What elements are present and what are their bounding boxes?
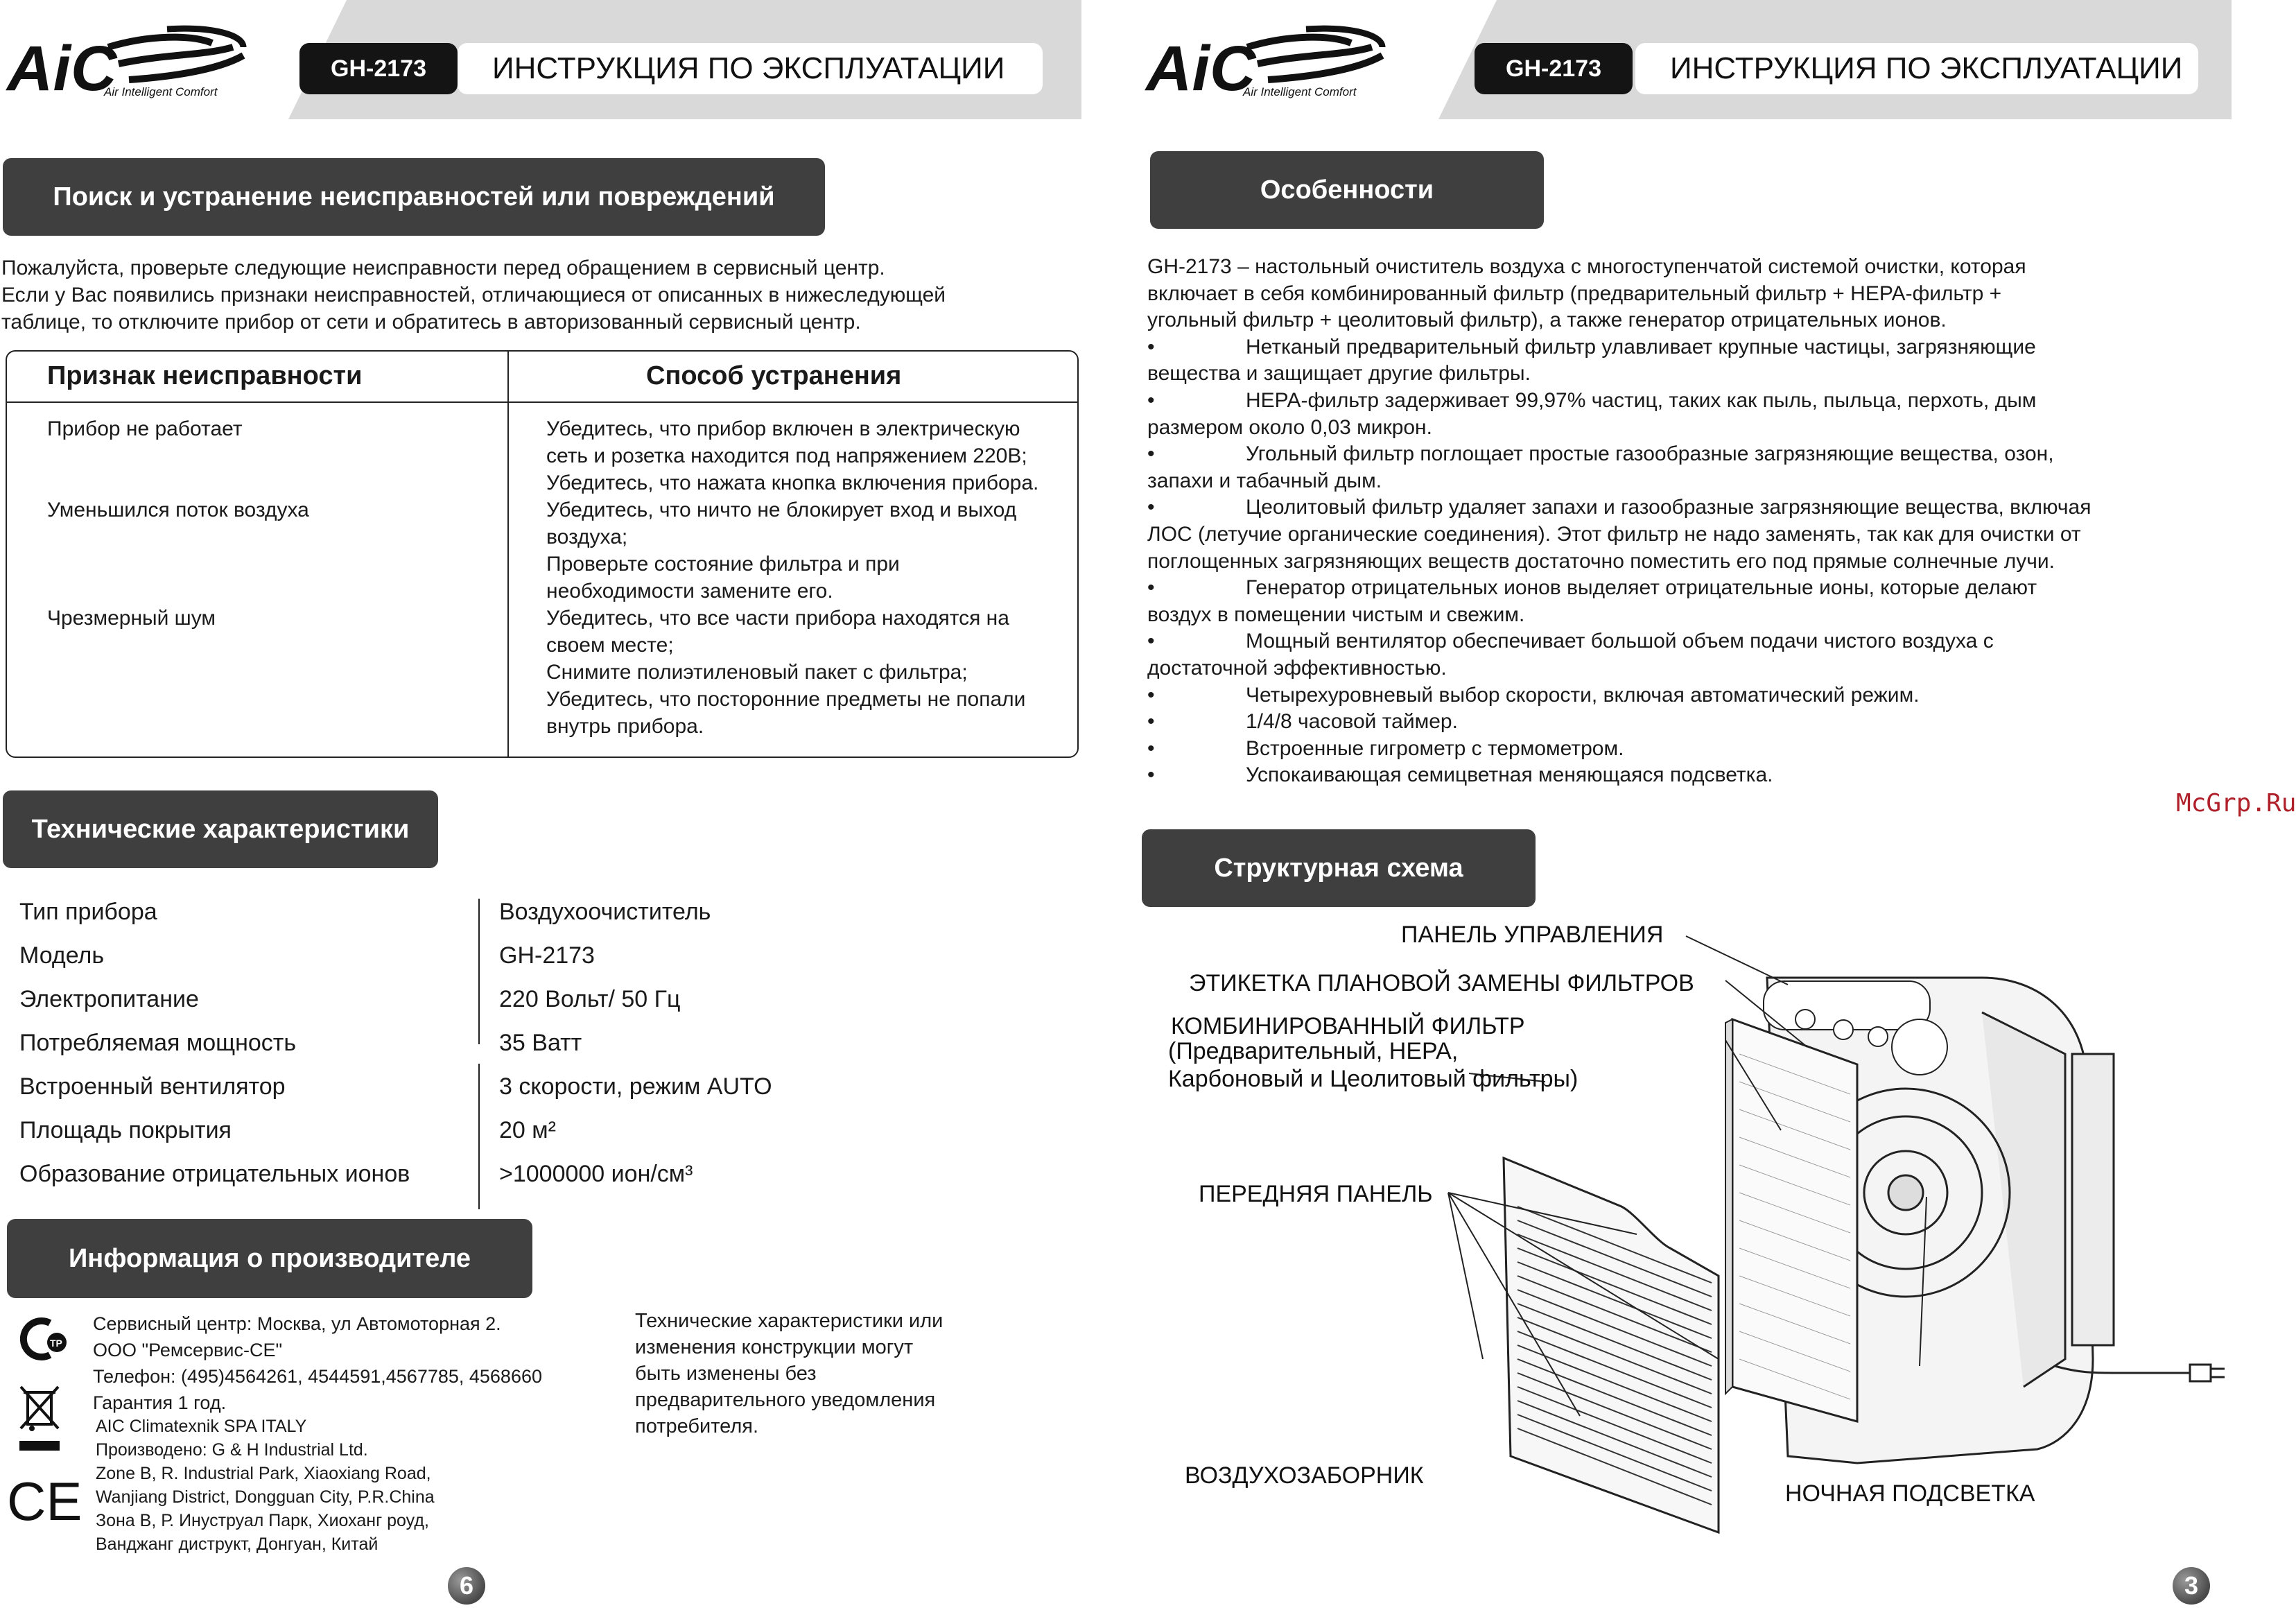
spec-value: 220 Вольт/ 50 Гц bbox=[499, 986, 681, 1012]
manual-title: ИНСТРУКЦИЯ ПО ЭКСПЛУАТАЦИИ bbox=[1635, 43, 2198, 94]
combined-filter bbox=[1725, 1019, 1857, 1421]
bullet-marker: • bbox=[1147, 630, 1155, 653]
feature-line: воздух в помещении чистым и свежим. bbox=[1147, 603, 1525, 626]
remedy-line: внутрь прибора. bbox=[546, 715, 704, 738]
feature-line: включает в себя комбинированный фильтр (предварительный фильтр + HEPA-фильтр + bbox=[1147, 282, 2002, 305]
manufacturer-line: Сервисный центр: Москва, ул Автомоторная 2. bbox=[93, 1313, 501, 1334]
feature-line: Мощный вентилятор обеспечивает большой объем подачи чистого воздуха с bbox=[1246, 630, 1994, 653]
brand-tagline: Air Intelligent Comfort bbox=[104, 85, 218, 98]
ce-mark-text: CE bbox=[7, 1471, 82, 1532]
brand-wordmark: AiC bbox=[1146, 33, 1256, 104]
spec-label: Площадь покрытия bbox=[19, 1117, 232, 1143]
specs-heading: Технические характеристики bbox=[3, 790, 438, 868]
label-night-light: НОЧНАЯ ПОДСВЕТКА bbox=[1785, 1480, 2035, 1507]
feature-line: Успокаивающая семицветная меняющаяся подсветка. bbox=[1246, 763, 1773, 787]
feature-line: 1/4/8 часовой таймер. bbox=[1246, 710, 1458, 734]
manufacturer-line: Зона B, Р. Инуструал Парк, Хиоханг роуд, bbox=[96, 1511, 429, 1530]
label-front-panel: ПЕРЕДНЯЯ ПАНЕЛЬ bbox=[1199, 1181, 1433, 1207]
brand-logo bbox=[1143, 14, 1393, 104]
remedy-line: своем месте; bbox=[546, 634, 674, 657]
spec-value: >1000000 ион/см³ bbox=[499, 1161, 693, 1187]
manufacturer-line: Телефон: (495)4564261, 4544591,4567785, 4568660 bbox=[93, 1366, 542, 1387]
disclaimer-line: быть изменены без bbox=[635, 1363, 817, 1385]
remedy-line: необходимости замените его. bbox=[546, 580, 833, 603]
watermark: McGrp.Ru bbox=[2176, 789, 2296, 818]
ce-mark-icon bbox=[7, 1471, 82, 1532]
model-badge: GH-2173 bbox=[1475, 43, 1633, 94]
label-air-intake: ВОЗДУХОЗАБОРНИК bbox=[1185, 1462, 1424, 1489]
brand-tagline: Air Intelligent Comfort bbox=[1243, 85, 1357, 98]
disclaimer-line: потребителя. bbox=[635, 1415, 759, 1437]
spec-value: Воздухоочиститель bbox=[499, 899, 711, 925]
feature-line: Нетканый предварительный фильтр улавливает крупные частицы, загрязняющие bbox=[1246, 335, 2036, 358]
right-page bbox=[1122, 0, 2296, 1608]
feature-line: размером около 0,03 микрон. bbox=[1147, 415, 1432, 439]
troubleshooting-heading: Поиск и устранение неисправностей или повреждений bbox=[3, 158, 825, 236]
feature-line: угольный фильтр + цеолитовый фильтр), а также генератор отрицательных ионов. bbox=[1147, 309, 1947, 332]
table-column-divider bbox=[507, 352, 509, 757]
col-header-symptom: Признак неисправности bbox=[47, 361, 363, 390]
cert-mark-text: ТР bbox=[50, 1338, 62, 1349]
certification-icon bbox=[18, 1317, 71, 1360]
spec-value: 35 Ватт bbox=[499, 1030, 582, 1056]
manufacturer-line: Гарантия 1 год. bbox=[93, 1392, 227, 1413]
specs-divider-top bbox=[478, 899, 480, 1044]
spec-value: 3 скорости, режим AUTO bbox=[499, 1073, 772, 1100]
left-page bbox=[0, 0, 1122, 1608]
brand-logo bbox=[4, 14, 254, 104]
intro-line-1: Пожалуйста, проверьте следующие неисправности перед обращением в сервисный центр. bbox=[1, 257, 885, 279]
remedy-line: сеть и розетка находится под напряжением 220В; bbox=[546, 444, 1027, 467]
remedy-line: воздуха; bbox=[546, 526, 628, 548]
model-badge: GH-2173 bbox=[299, 43, 458, 94]
feature-line: GH-2173 – настольный очиститель воздуха с многоступенчатой системой очистки, которая bbox=[1147, 255, 2026, 278]
symptom-cell: Прибор не работает bbox=[47, 417, 243, 440]
manufacturer-line: Производено: G & H Industrial Ltd. bbox=[96, 1440, 368, 1460]
page-number: 3 bbox=[2173, 1567, 2210, 1605]
specs-divider-bottom bbox=[478, 1064, 480, 1209]
symptom-cell: Уменьшился поток воздуха bbox=[47, 499, 309, 521]
label-combined-filter: КОМБИНИРОВАННЫЙ ФИЛЬТР bbox=[1171, 1013, 1525, 1039]
bullet-marker: • bbox=[1147, 576, 1155, 600]
disclaimer-line: Технические характеристики или bbox=[635, 1310, 943, 1332]
spec-value: 20 м² bbox=[499, 1117, 556, 1143]
feature-line: Генератор отрицательных ионов выделяет отрицательные ионы, которые делают bbox=[1246, 576, 2037, 600]
manufacturer-line: Ванджанг диструкт, Донгуан, Китай bbox=[96, 1534, 379, 1554]
bullet-marker: • bbox=[1147, 442, 1155, 466]
weee-bin-icon bbox=[15, 1383, 64, 1456]
label-control-panel: ПАНЕЛЬ УПРАВЛЕНИЯ bbox=[1401, 922, 1664, 948]
symptom-cell: Чрезмерный шум bbox=[47, 607, 216, 630]
disclaimer-line: изменения конструкции могут bbox=[635, 1336, 914, 1358]
bullet-marker: • bbox=[1147, 335, 1155, 358]
troubleshooting-table bbox=[6, 350, 1079, 758]
front-panel bbox=[1504, 1158, 1719, 1532]
feature-line: запахи и табачный дым. bbox=[1147, 469, 1382, 492]
feature-line: Угольный фильтр поглощает простые газообразные загрязняющие вещества, озон, bbox=[1246, 442, 2054, 466]
label-combined-filter-3: Карбоновый и Цеолитовый фильтры) bbox=[1168, 1066, 1578, 1092]
label-combined-filter-2: (Предварительный, HEPA, bbox=[1168, 1038, 1459, 1064]
bullet-marker: • bbox=[1147, 389, 1155, 412]
manufacturer-heading: Информация о производителе bbox=[7, 1219, 532, 1298]
spec-label: Образование отрицательных ионов bbox=[19, 1161, 410, 1187]
remedy-line: Убедитесь, что нажата кнопка включения прибора. bbox=[546, 472, 1039, 494]
spec-value: GH-2173 bbox=[499, 942, 595, 969]
remedy-line: Проверьте состояние фильтра и при bbox=[546, 553, 900, 576]
features-heading: Особенности bbox=[1150, 151, 1544, 229]
feature-line: достаточной эффективностью. bbox=[1147, 657, 1447, 680]
bullet-marker: • bbox=[1147, 496, 1155, 519]
bullet-marker: • bbox=[1147, 683, 1155, 707]
feature-line: Четырехуровневый выбор скорости, включая автоматический режим. bbox=[1246, 683, 1920, 707]
bullet-marker: • bbox=[1147, 763, 1155, 787]
feature-line: ЛОС (летучие органические соединения). Этот фильтр не надо заменять, так как для очистки от bbox=[1147, 523, 2081, 546]
manufacturer-line: Wanjiang District, Dongguan City, P.R.China bbox=[96, 1487, 435, 1507]
feature-line: Встроенные гигрометр с термометром. bbox=[1246, 736, 1624, 760]
page-number: 6 bbox=[448, 1567, 485, 1605]
manufacturer-line: Zone B, R. Industrial Park, Xiaoxiang Road, bbox=[96, 1464, 431, 1483]
spec-label: Потребляемая мощность bbox=[19, 1030, 297, 1056]
remedy-line: Убедитесь, что ничто не блокирует вход и выход bbox=[546, 499, 1017, 521]
feature-line: HEPA-фильтр задерживает 99,97% частиц, таких как пыль, пыльца, перхоть, дым bbox=[1246, 389, 2037, 412]
col-header-remedy: Способ устранения bbox=[646, 361, 902, 390]
manufacturer-line: AIC Climatexnik SPA ITALY bbox=[96, 1417, 307, 1436]
feature-line: Цеолитовый фильтр удаляет запахи и газообразные загрязняющие вещества, включая bbox=[1246, 496, 2091, 519]
brand-wordmark: AiC bbox=[7, 33, 117, 104]
spec-label: Модель bbox=[19, 942, 105, 969]
remedy-line: Убедитесь, что все части прибора находятся на bbox=[546, 607, 1009, 630]
feature-line: вещества и защищает другие фильтры. bbox=[1147, 362, 1531, 386]
label-filter-replacement: ЭТИКЕТКА ПЛАНОВОЙ ЗАМЕНЫ ФИЛЬТРОВ bbox=[1189, 970, 1694, 996]
intro-line-3: таблице, то отключите прибор от сети и обратитесь в авторизованный сервисный центр. bbox=[1, 311, 861, 334]
remedy-line: Убедитесь, что прибор включен в электрическую bbox=[546, 417, 1020, 440]
manufacturer-line: ООО "Ремсервис-СЕ" bbox=[93, 1340, 283, 1360]
spec-label: Тип прибора bbox=[19, 899, 157, 925]
manual-title: ИНСТРУКЦИЯ ПО ЭКСПЛУАТАЦИИ bbox=[458, 43, 1043, 94]
remedy-line: Убедитесь, что посторонние предметы не попали bbox=[546, 688, 1026, 711]
structure-heading: Структурная схема bbox=[1142, 829, 1536, 907]
spec-label: Встроенный вентилятор bbox=[19, 1073, 286, 1100]
remedy-line: Снимите полиэтиленовый пакет с фильтра; bbox=[546, 661, 968, 684]
spec-label: Электропитание bbox=[19, 986, 199, 1012]
disclaimer-line: предварительного уведомления bbox=[635, 1389, 936, 1411]
table-header-divider bbox=[7, 401, 1077, 403]
intro-line-2: Если у Вас появились признаки неисправностей, отличающиеся от описанных в нижеследующей bbox=[1, 284, 946, 306]
feature-line: поглощенных загрязняющих веществ достаточно поместить его под прямые солнечные лучи. bbox=[1147, 549, 2055, 573]
bullet-marker: • bbox=[1147, 736, 1155, 760]
bullet-marker: • bbox=[1147, 710, 1155, 734]
